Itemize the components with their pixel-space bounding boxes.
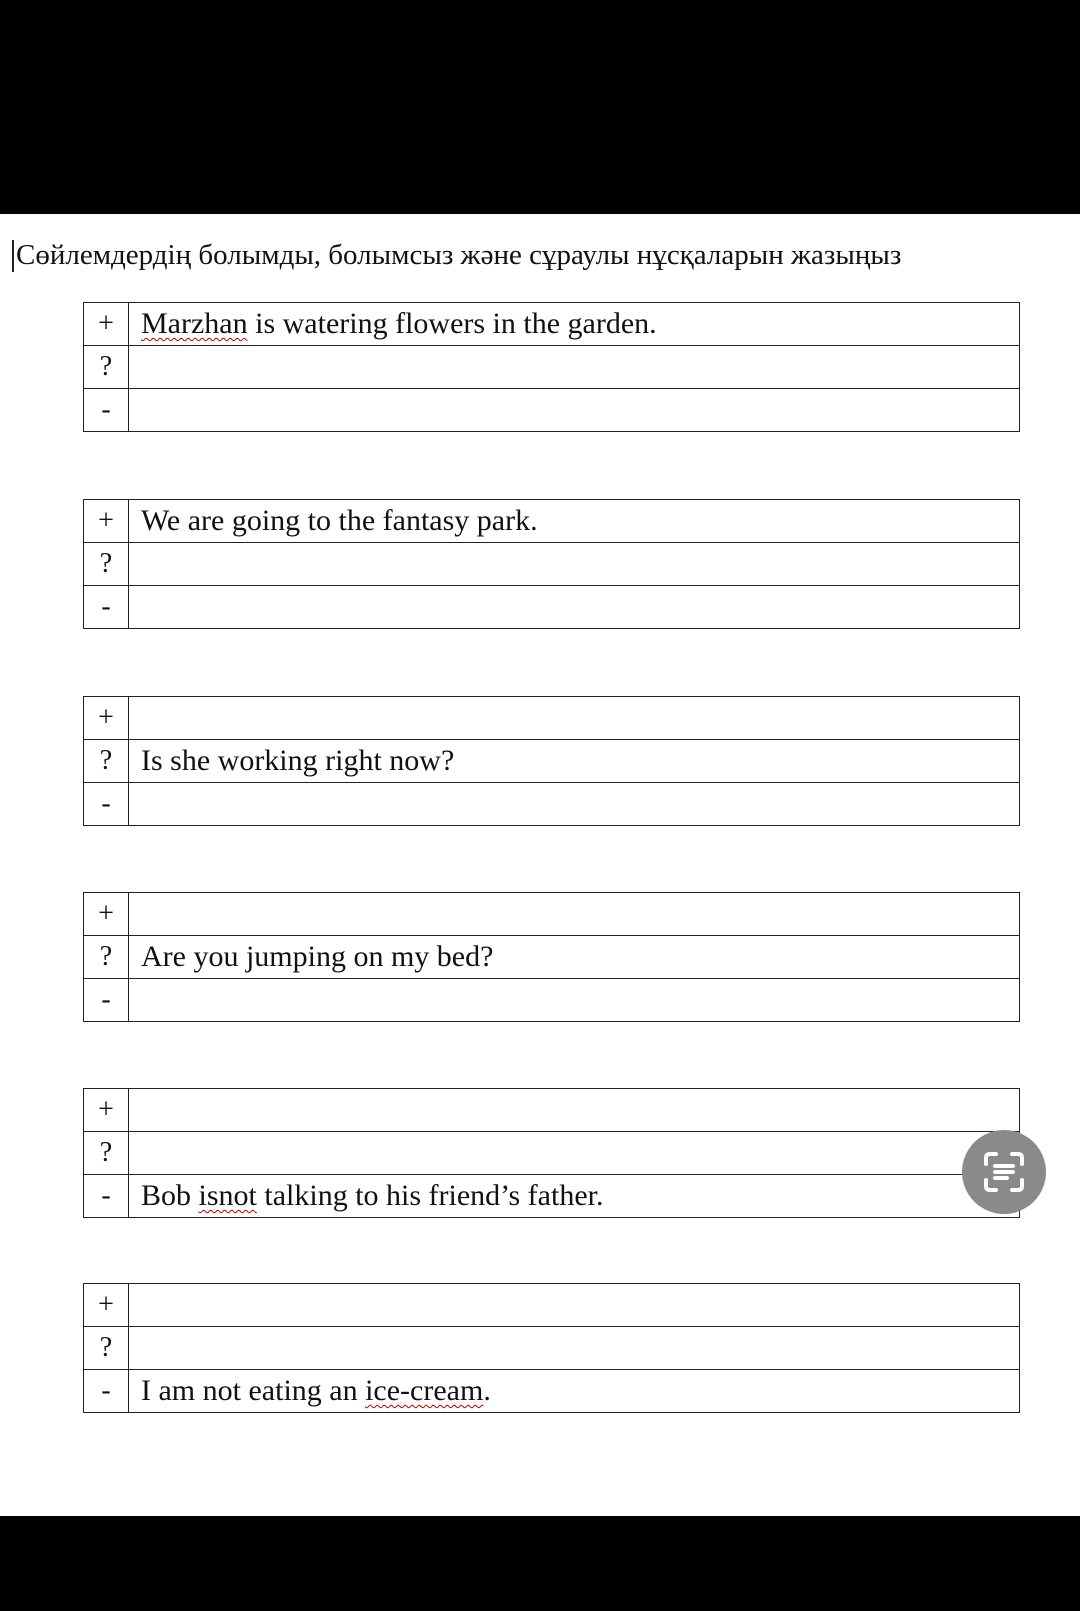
table-row [84, 783, 1020, 826]
sentence-cell[interactable] [129, 697, 1020, 740]
question-sign: ? [84, 936, 129, 979]
sentence-cell[interactable] [129, 979, 1020, 1022]
sentence-cell[interactable]: I am not eating an ice-cream. [129, 1370, 1020, 1413]
sentence-cell[interactable] [129, 389, 1020, 432]
sentence-cell[interactable]: We are going to the fantasy park. [129, 500, 1020, 543]
negative-sign: - [84, 586, 129, 629]
sentence-cell[interactable]: Marzhan is watering flowers in the garden. [129, 303, 1020, 346]
table-row [84, 979, 1020, 1022]
sentence-cell[interactable] [129, 346, 1020, 389]
top-black-bar [0, 0, 1080, 214]
question-sign: ? [84, 740, 129, 783]
affirmative-sign: + [84, 303, 129, 346]
table-row [84, 389, 1020, 432]
question-sign: ? [84, 1132, 129, 1175]
sentence-cell[interactable] [129, 1132, 1020, 1175]
sentence-cell[interactable] [129, 1089, 1020, 1132]
spellcheck-flag: Marzhan [141, 307, 248, 340]
table-row [84, 543, 1020, 586]
sentence-cell[interactable]: Is she working right now? [129, 740, 1020, 783]
affirmative-sign: + [84, 893, 129, 936]
table-row [84, 500, 1020, 543]
table-row [84, 586, 1020, 629]
affirmative-sign: + [84, 1089, 129, 1132]
text-scan-button[interactable] [962, 1130, 1046, 1214]
exercise-table-2 [83, 499, 1020, 629]
table-row [84, 740, 1020, 783]
question-sign: ? [84, 1327, 129, 1370]
negative-sign: - [84, 389, 129, 432]
exercise-table-4 [83, 892, 1020, 1022]
affirmative-sign: + [84, 500, 129, 543]
table-row [84, 346, 1020, 389]
affirmative-sign: + [84, 1284, 129, 1327]
exercise-table-6 [83, 1283, 1020, 1413]
table-row [84, 1284, 1020, 1327]
negative-sign: - [84, 783, 129, 826]
bottom-black-bar [0, 1516, 1080, 1611]
sentence-cell[interactable] [129, 1327, 1020, 1370]
text-scan-icon [980, 1148, 1028, 1196]
table-row [84, 1132, 1020, 1175]
affirmative-sign: + [84, 697, 129, 740]
negative-sign: - [84, 1175, 129, 1218]
sentence-cell[interactable] [129, 893, 1020, 936]
spellcheck-flag: isnot [198, 1179, 257, 1212]
table-row [84, 936, 1020, 979]
sentence-cell[interactable]: Bob isnot talking to his friend’s father. [129, 1175, 1020, 1218]
question-sign: ? [84, 346, 129, 389]
sentence-cell[interactable] [129, 1284, 1020, 1327]
table-row [84, 1175, 1020, 1218]
sentence-cell[interactable] [129, 783, 1020, 826]
sentence-cell[interactable] [129, 543, 1020, 586]
sentence-cell[interactable]: Are you jumping on my bed? [129, 936, 1020, 979]
negative-sign: - [84, 979, 129, 1022]
table-row [84, 697, 1020, 740]
document-page [0, 214, 1080, 1516]
question-sign: ? [84, 543, 129, 586]
exercise-table-5 [83, 1088, 1020, 1218]
table-row [84, 1089, 1020, 1132]
exercise-table-3 [83, 696, 1020, 826]
negative-sign: - [84, 1370, 129, 1413]
table-row [84, 1327, 1020, 1370]
table-row [84, 1370, 1020, 1413]
exercise-table-1 [83, 302, 1020, 432]
spellcheck-flag: ice-cream [365, 1374, 484, 1407]
table-row [84, 893, 1020, 936]
sentence-cell[interactable] [129, 586, 1020, 629]
instruction-heading: Сөйлемдердің болымды, болымсыз және сұраулы нұсқаларын жазыңыз [12, 240, 901, 272]
table-row [84, 303, 1020, 346]
